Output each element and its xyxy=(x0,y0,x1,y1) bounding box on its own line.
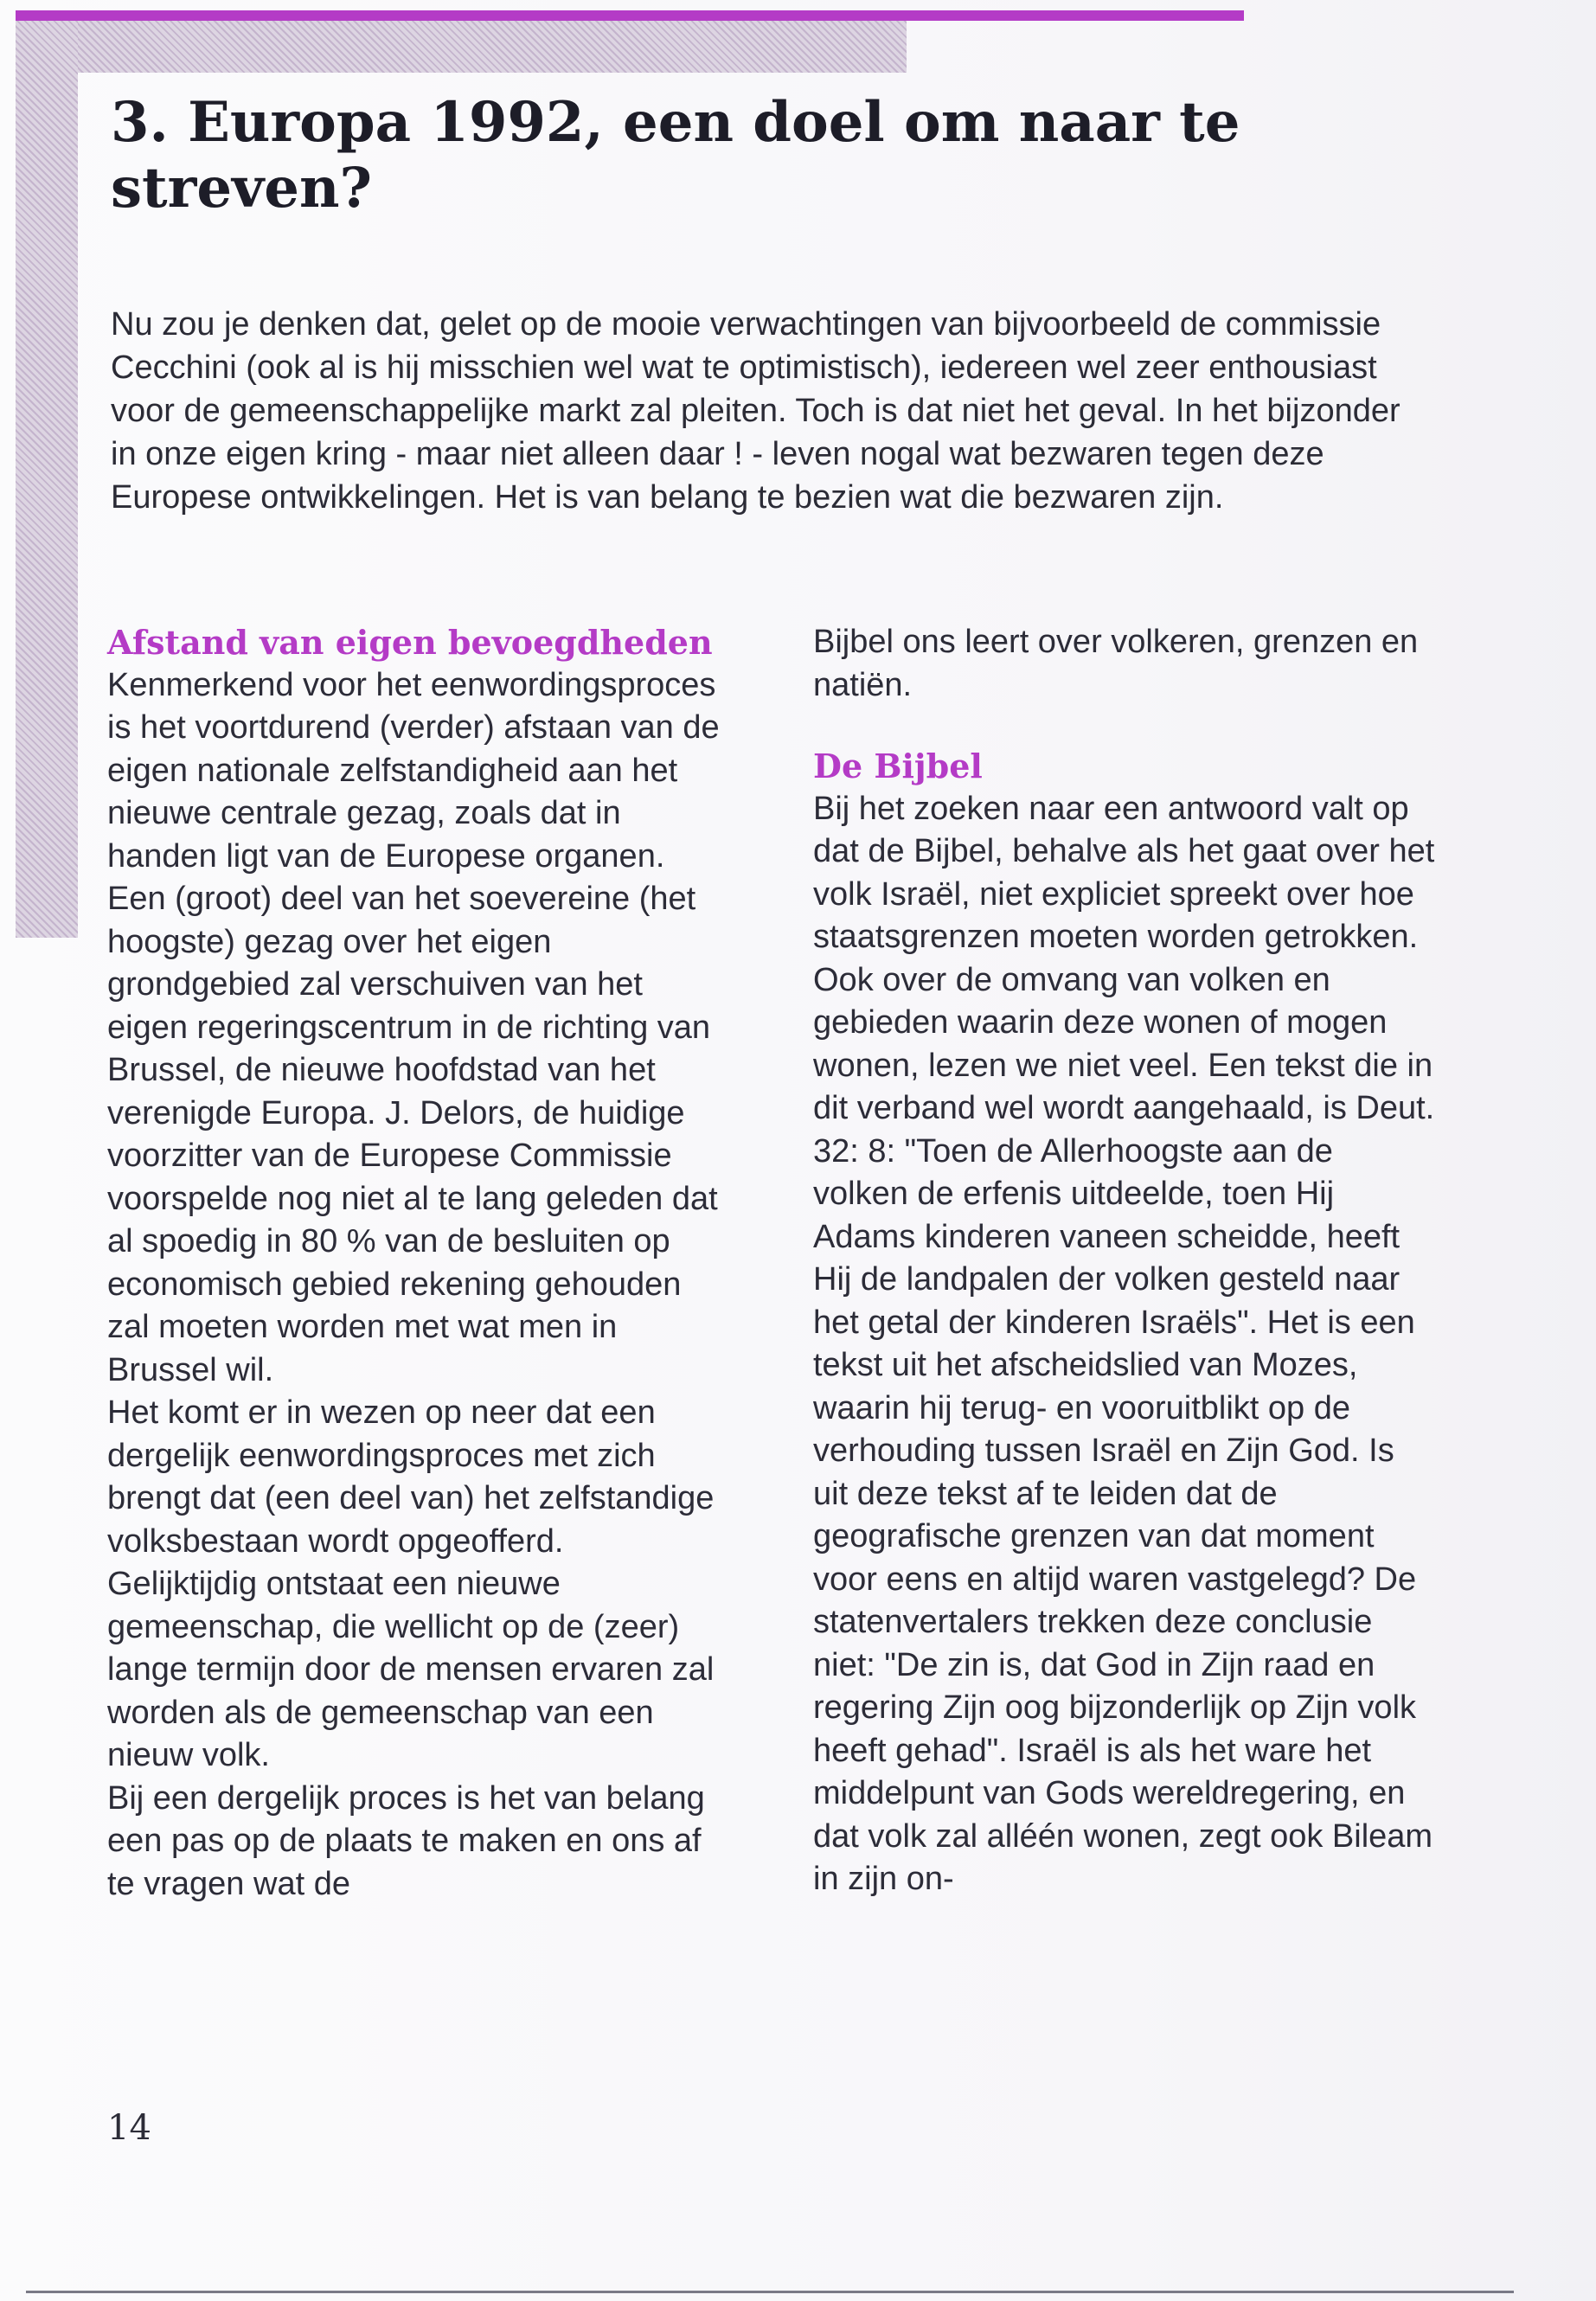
left-column xyxy=(107,621,730,1906)
section-heading-afstand: Afstand van eigen bevoegdheden xyxy=(107,623,713,662)
right-column xyxy=(813,621,1436,1901)
section-heading-bijbel: De Bijbel xyxy=(813,747,983,785)
accent-top-bar xyxy=(16,10,1244,21)
body-paragraph: Kenmerkend voor het eenwordingsproces is het voortdurend (verder) afstaan van de eigen nationale zelfstandigheid aan het nieuwe centrale gezag, zoals dat in handen ligt van de Europese organen. Een (groot) deel van het soevereine (het hoogste) gezag over het eigen grondgebied zal verschuiven van het eigen regeringscentrum in de richting van Brussel, de nieuwe hoofdstad van het verenigde Europa. J. Delors, de huidige voorzitter van de Europese Commissie voorspelde nog niet al te lang geleden dat al spoedig in 80 % van de besluiten op economisch gebied rekening gehouden zal moeten worden met wat men in Brussel wil. xyxy=(107,666,720,1388)
body-paragraph: Bij het zoeken naar een antwoord valt op dat de Bijbel, behalve als het gaat over het volk Israël, niet expliciet spreekt over hoe staatsgrenzen moeten worden getrokken. Ook over de omvang van volken en gebieden waarin deze wonen of mogen wonen, lezen we niet veel. Een tekst die in dit verband wel wordt aangehaald, is Deut. 32: 8: "Toen de Allerhoogste aan de volken de erfenis uitdeelde, toen Hij Adams kinderen vaneen scheidde, heeft Hij de landpalen der volken gesteld naar het getal der kinderen Israëls". Het is een tekst uit het afscheidslied van Mozes, waarin hij terug- en vooruitblikt op de verhouding tussen Israël en Zijn God. Is uit deze tekst af te leiden dat de geografische grenzen van dat moment voor eens en altijd waren vastgelegd? De statenvertalers trekken deze conclusie niet: "De zin is, dat God in Zijn raad en regering Zijn oog bijzonderlijk op Zijn volk heeft gehad". Israël is als het ware het middelpunt van Gods wereldregering, en dat volk zal alléén wonen, zegt ook Bileam in zijn on- xyxy=(813,790,1435,1897)
decorative-hatch-sidebar xyxy=(16,21,78,938)
body-paragraph: Het komt er in wezen op neer dat een dergelijk eenwordingsproces met zich brengt dat (een deel van) het zelfstandige volksbestaan wordt opgeofferd. xyxy=(107,1394,715,1560)
page-number: 14 xyxy=(107,2108,151,2148)
chapter-title: 3. Europa 1992, een doel om naar te streven? xyxy=(111,90,1240,221)
body-paragraph: Bij een dergelijk proces is het van belang een pas op de plaats te maken en ons af te vragen wat de xyxy=(107,1779,705,1902)
bottom-rule xyxy=(26,2291,1514,2293)
intro-paragraph: Nu zou je denken dat, gelet op de mooie verwachtingen van bijvoorbeeld de commissie Cecchini (ook al is hij misschien wel wat te optimistisch), iedereen wel zeer enthousiast voor de gemeenschappelijke markt zal pleiten. Toch is dat niet het geval. In het bijzonder in onze eigen kring - maar niet alleen daar ! - leven nogal wat bezwaren tegen deze Europese ontwikkelingen. Het is van belang te bezien wat die bezwaren zijn. xyxy=(111,306,1401,516)
body-paragraph: Gelijktijdig ontstaat een nieuwe gemeenschap, die wellicht op de (zeer) lange termijn door de mensen ervaren zal worden als de gemeenschap van een nieuw volk. xyxy=(107,1566,715,1773)
decorative-hatch-band xyxy=(16,21,907,73)
body-paragraph-continued: Bijbel ons leert over volkeren, grenzen en natiën. xyxy=(813,624,1419,703)
